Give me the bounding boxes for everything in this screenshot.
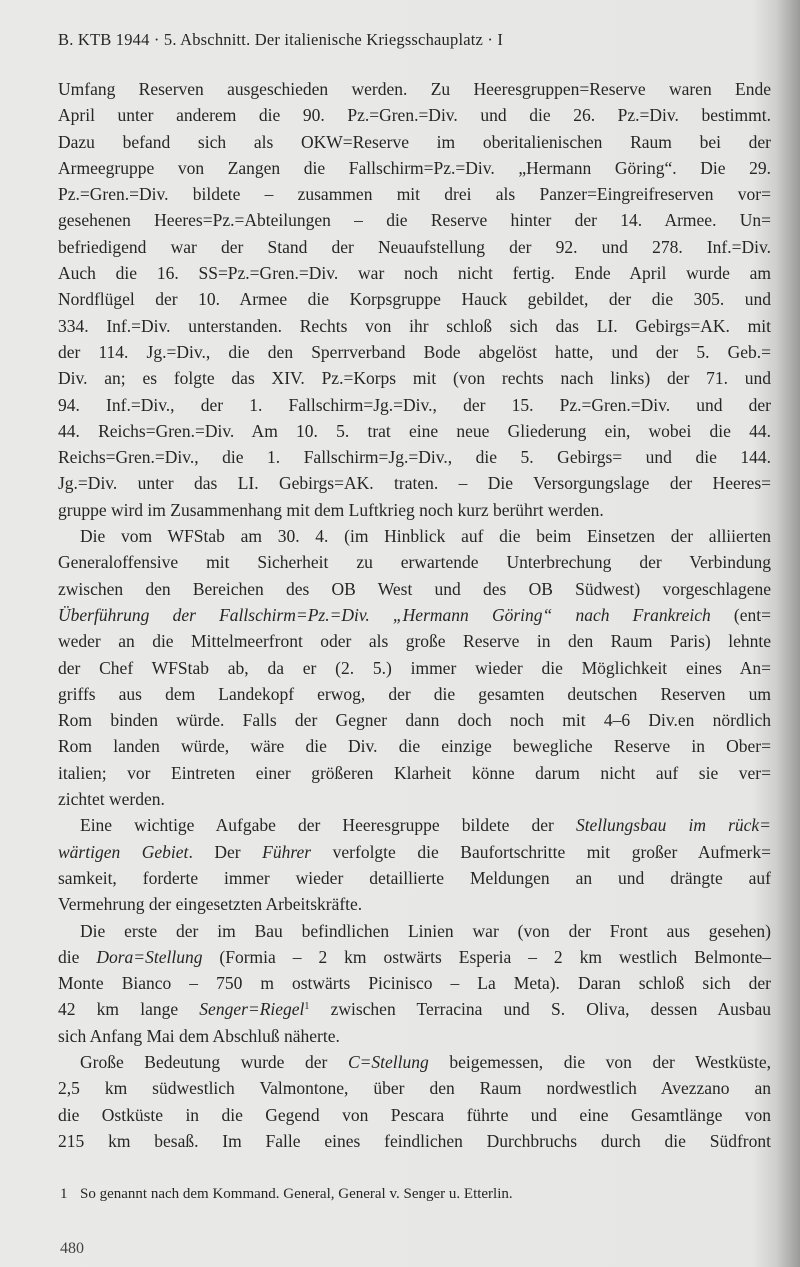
text-line: Div. an; es folgte das XIV. Pz.=Korps mit (von rechts nach links) der 71. und bbox=[58, 368, 771, 389]
text-line: zwischen den Bereichen des OB West und des OB Südwest) vorgeschlagene bbox=[58, 578, 771, 599]
text-line: 44. Reichs=Gren.=Div. Am 10. 5. trat eine neue Gliederung ein, wobei die 44. bbox=[58, 420, 771, 441]
text-line bbox=[58, 839, 771, 865]
text-line: Rom landen würde, wäre die Div. die einzige bewegliche Reserve in Ober= bbox=[58, 736, 771, 757]
text-line: 215 km besaß. Im Falle eines feindlichen Durchbruchs durch die Südfront bbox=[58, 1130, 771, 1151]
text-line bbox=[58, 944, 771, 970]
text-segment: verfolgte die Baufortschritte mit großer Aufmerk= bbox=[311, 841, 772, 862]
text-segment: die bbox=[58, 946, 97, 967]
footnote-reference: 1 bbox=[304, 1001, 310, 1013]
text-line: Jg.=Div. unter das LI. Gebirgs=AK. traten. – Die Versorgungslage der Heeres= bbox=[58, 473, 771, 494]
text-line bbox=[58, 996, 771, 1022]
text-segment: (ent= bbox=[710, 604, 772, 625]
text-line: Generaloffensive mit Sicherheit zu erwartende Unterbrechung der Verbindung bbox=[58, 552, 771, 573]
paragraph bbox=[58, 76, 771, 523]
text-line: italien; vor Eintreten einer größeren Klarheit könne darum nicht auf sie ver= bbox=[58, 762, 771, 783]
paragraph bbox=[58, 812, 771, 917]
text-line: die Ostküste in die Gegend von Pescara führte und eine Gesamtlänge von bbox=[58, 1104, 771, 1125]
text-line: gruppe wird im Zusammenhang mit dem Luftkrieg noch kurz berührt werden. bbox=[58, 499, 604, 520]
text-line: Umfang Reserven ausgeschieden werden. Zu Heeresgruppen=Reserve waren Ende bbox=[58, 79, 771, 99]
paragraph bbox=[58, 918, 771, 1049]
paragraph bbox=[58, 1049, 771, 1154]
text-line: der Chef WFStab ab, da er (2. 5.) immer wieder die Möglichkeit eines An= bbox=[58, 657, 771, 678]
italic-text: Stellungsbau im rück= bbox=[575, 815, 771, 836]
text-line: Die erste der im Bau befindlichen Linien war (von der Front aus gesehen) bbox=[80, 920, 771, 941]
text-line bbox=[58, 602, 771, 628]
text-line: 94. Inf.=Div., der 1. Fallschirm=Jg.=Div., der 15. Pz.=Gren.=Div. und der bbox=[58, 394, 771, 415]
text-line: der 114. Jg.=Div., die den Sperrverband Bode abgelöst hatte, und der 5. Geb.= bbox=[58, 341, 771, 362]
text-line: weder an die Mittelmeerfront oder als große Reserve in den Raum Paris) lehnte bbox=[58, 631, 771, 652]
text-line: Armeegruppe von Zangen die Fallschirm=Pz.=Div. „Hermann Göring“. Die 29. bbox=[58, 157, 771, 178]
italic-text: Überführung der Fallschirm=Pz.=Div. „Hermann Göring“ nach Frankreich bbox=[58, 604, 711, 625]
running-header: B. KTB 1944 · 5. Abschnitt. Der italienische Kriegsschauplatz · I bbox=[58, 30, 504, 49]
text-line: befriedigend war der Stand der Neuaufstellung der 92. und 278. Inf.=Div. bbox=[58, 236, 771, 257]
text-line: Rom binden würde. Falls der Gegner dann doch noch mit 4–6 Div.en nördlich bbox=[58, 710, 771, 731]
text-line: Pz.=Gren.=Div. bildete – zusammen mit drei als Panzer=Eingreifreserven vor= bbox=[58, 184, 771, 205]
text-line: Die vom WFStab am 30. 4. (im Hinblick auf die beim Einsetzen der alliierten bbox=[80, 526, 771, 547]
text-line: Nordflügel der 10. Armee die Korpsgruppe Hauck gebildet, der die 305. und bbox=[58, 289, 771, 310]
text-segment: 42 km lange bbox=[58, 999, 200, 1020]
text-line bbox=[58, 812, 771, 838]
text-segment: . Der bbox=[188, 841, 263, 862]
text-line: gesehenen Heeres=Pz.=Abteilungen – die Reserve hinter der 14. Armee. Un= bbox=[58, 210, 771, 231]
text-line: April unter anderem die 90. Pz.=Gren.=Div. und die 26. Pz.=Div. bestimmt. bbox=[58, 105, 771, 126]
text-segment: zwischen Terracina und S. Oliva, dessen Ausbau bbox=[309, 999, 771, 1020]
text-segment: Eine wichtige Aufgabe der Heeresgruppe bildete der bbox=[80, 815, 576, 836]
text-line: griffs aus dem Landekopf erwog, der die gesamten deutschen Reserven um bbox=[58, 683, 771, 704]
italic-text: C=Stellung bbox=[347, 1051, 429, 1072]
footnote-text: So genannt nach dem Kommand. General, General v. Senger u. Etterlin. bbox=[80, 1186, 513, 1202]
text-line: Auch die 16. SS=Pz.=Gren.=Div. war noch nicht fertig. Ende April wurde am bbox=[58, 263, 771, 284]
italic-text: Senger=Riegel bbox=[199, 999, 305, 1020]
text-segment: Große Bedeutung wurde der bbox=[80, 1051, 348, 1072]
text-line bbox=[58, 1049, 771, 1075]
text-line: 334. Inf.=Div. unterstanden. Rechts von ihr schloß sich das LI. Gebirgs=AK. mit bbox=[58, 315, 771, 336]
footnote-number: 1 bbox=[60, 1186, 68, 1202]
text-line: Dazu befand sich als OKW=Reserve im oberitalienischen Raum bei der bbox=[58, 131, 771, 152]
text-segment: (Formia – 2 km ostwärts Esperia – 2 km westlich Belmonte– bbox=[202, 946, 771, 967]
text-line: sich Anfang Mai dem Abschluß näherte. bbox=[58, 1025, 340, 1046]
text-line: 2,5 km südwestlich Valmontone, über den Raum nordwestlich Avezzano an bbox=[58, 1078, 771, 1099]
text-line: Monte Bianco – 750 m ostwärts Picinisco – La Meta). Daran schloß sich der bbox=[58, 973, 771, 994]
italic-text: Führer bbox=[262, 841, 312, 862]
text-line: samkeit, forderte immer wieder detaillierte Meldungen an und drängte auf bbox=[58, 867, 771, 888]
italic-text: wärtigen Gebiet bbox=[58, 841, 189, 862]
text-line: Reichs=Gren.=Div., die 1. Fallschirm=Jg.=Div., die 5. Gebirgs= und die 144. bbox=[58, 447, 771, 468]
text-line: Vermehrung der eingesetzten Arbeitskräfte. bbox=[58, 894, 363, 915]
italic-text: Dora=Stellung bbox=[96, 946, 203, 967]
text-segment: beigemessen, die von der Westküste, bbox=[428, 1051, 771, 1072]
page-number: 480 bbox=[60, 1240, 84, 1257]
body-text bbox=[58, 76, 771, 1154]
footnote bbox=[60, 1186, 513, 1203]
text-line: zichtet werden. bbox=[58, 789, 165, 810]
paragraph bbox=[58, 523, 771, 812]
